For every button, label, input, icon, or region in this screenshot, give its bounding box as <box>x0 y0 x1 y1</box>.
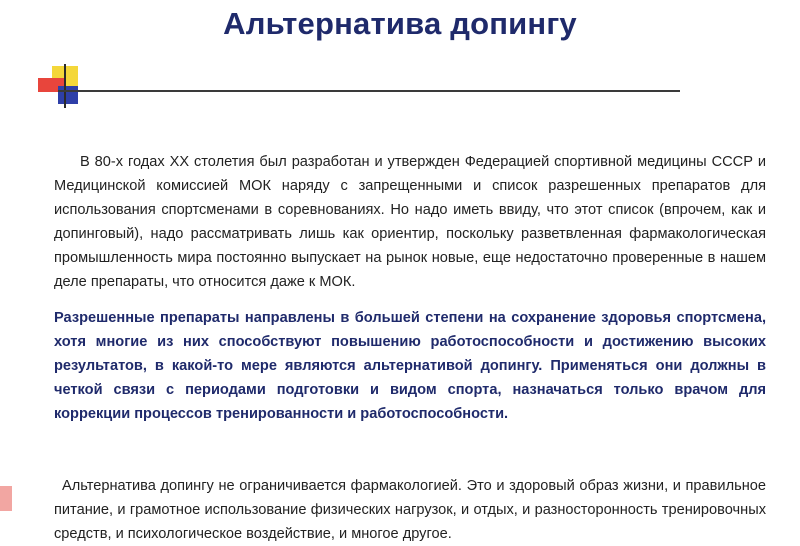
ornament-vertical-line <box>64 64 66 108</box>
paragraph-alternatives-beyond-pharmacology: Альтернатива допингу не ограничивается фармакологией. Это и здоровый образ жизни, и правильное питание, и грамотное использование физических нагрузок, и отдых, и разносторонность тренировочных средств, и психологическое воздействие, и многое другое. <box>54 478 766 542</box>
decorative-squares-ornament <box>36 64 96 112</box>
side-tab-marker <box>0 486 12 511</box>
header-divider-line <box>58 90 680 92</box>
paragraph-allowed-drugs-purpose: Разрешенные препараты направлены в большей степени на сохранение здоровья спортсмена, хотя многие из них способствуют повышению работоспособности и достижению высоких результатов, в какой-то мере являются альтернативой допингу. Применяться они должны в четкой связи с периодами подготовки и видом спорта, назначаться только врачом для коррекции процессов тренированности и работоспособности. <box>54 310 766 422</box>
ornament-blue-square <box>58 86 78 104</box>
slide-body <box>54 150 766 546</box>
paragraph-allowed-list-history: В 80-х годах XX столетия был разработан и утвержден Федерацией спортивной медицины СССР и Медицинской комиссией МОК наряду с запрещенными и список разрешенных препаратов для использования спортсменами в соревнованиях. Но надо иметь ввиду, что этот список (впрочем, как и допинговый), надо рассматривать лишь как ориентир, поскольку разветвленная фармакологическая промышленность мира постоянно выпускает на рынок новые, еще недостаточно проверенные в нашем деле препараты, что относится даже к МОК. <box>54 154 766 290</box>
slide-title: Альтернатива допингу <box>223 6 577 41</box>
